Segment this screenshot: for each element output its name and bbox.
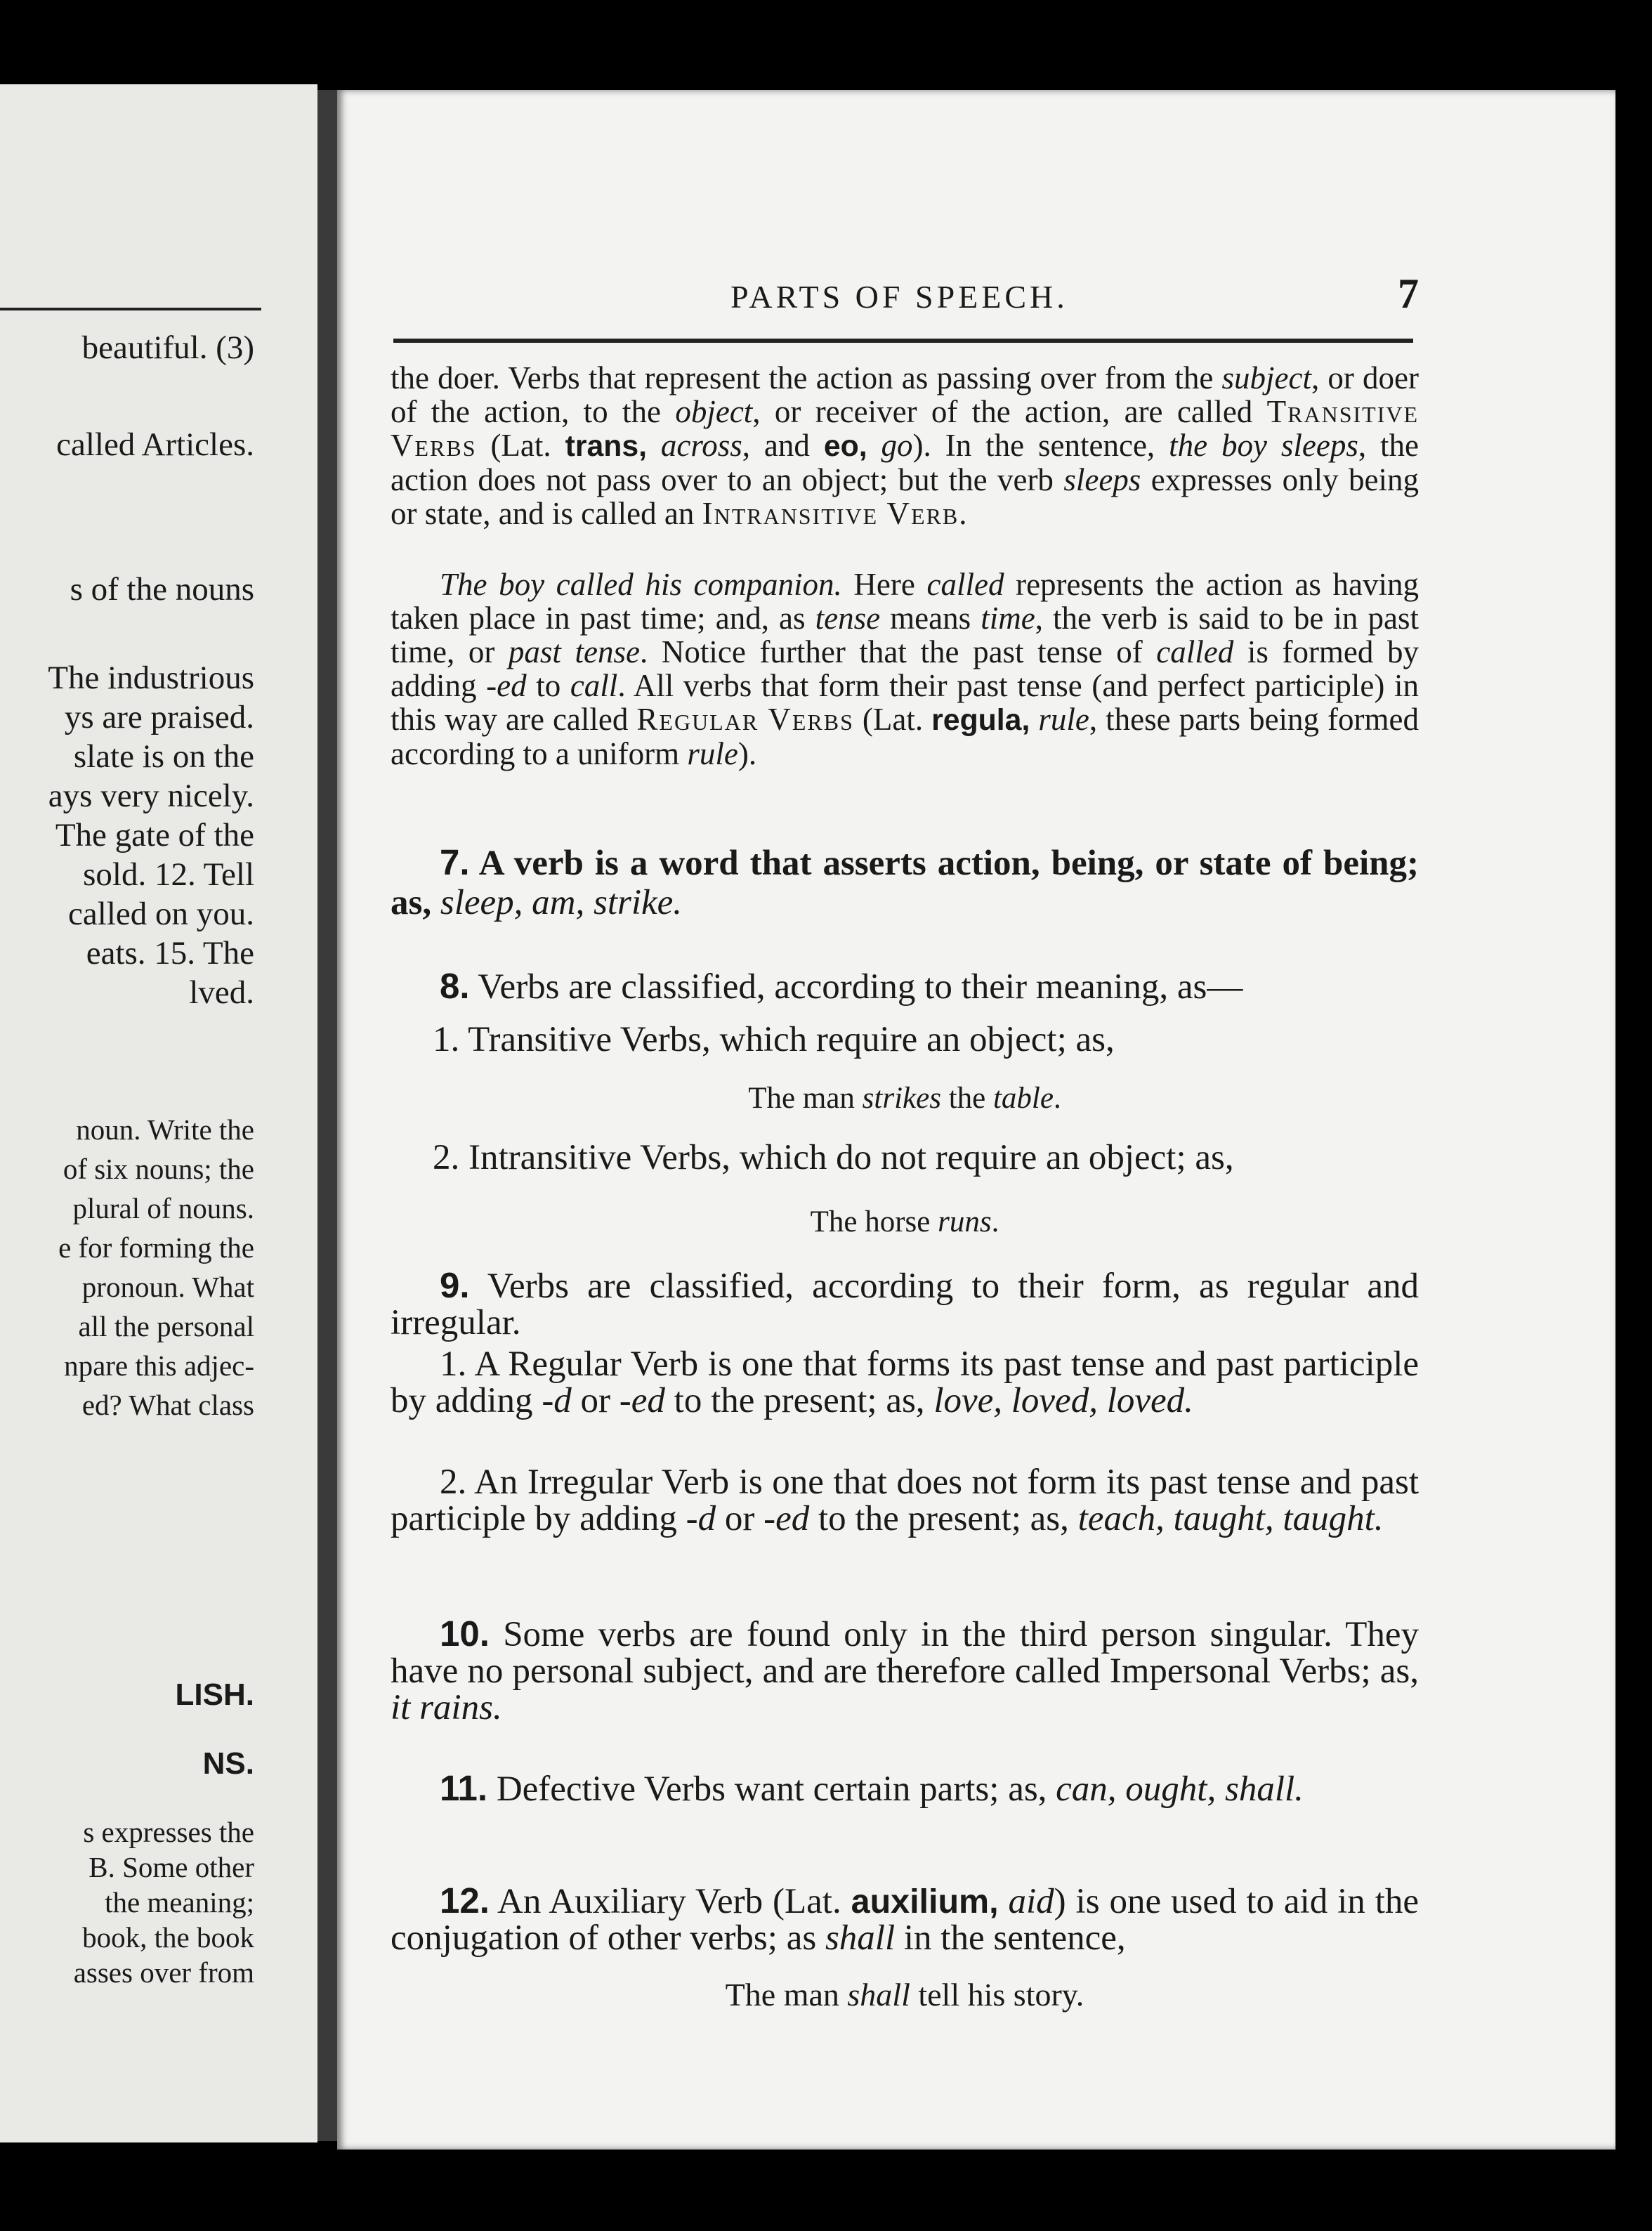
section-number: 7.	[440, 842, 470, 882]
section-number: 10.	[440, 1614, 490, 1654]
latin-word: auxilium,	[851, 1883, 999, 1921]
italic-term: -d	[686, 1499, 716, 1538]
text-run: (Lat.	[853, 702, 932, 737]
italic-example: it rains.	[391, 1688, 502, 1727]
left-page-line: book, the book	[82, 1921, 254, 1954]
left-page-rule	[0, 308, 261, 310]
italic-term: -ed	[486, 668, 527, 703]
left-page-line: called on you.	[68, 896, 254, 932]
latin-word: trans,	[565, 429, 647, 463]
left-page-line: s expresses the	[83, 1816, 254, 1848]
left-page-line: npare this adjec-	[64, 1349, 254, 1382]
italic-term: go	[881, 428, 913, 463]
text-run: , or doer of the action, to the	[391, 360, 1419, 429]
section-number: 9.	[440, 1265, 470, 1305]
italic-term: subject	[1221, 360, 1311, 395]
text-run: expresses only being or state, and is called an	[391, 462, 1419, 531]
text-run: 2. An Irregular Verb is one that does not form its past tense and past participle by adding	[391, 1463, 1419, 1538]
left-page-line: e for forming the	[58, 1231, 254, 1264]
section-number: 11.	[440, 1768, 488, 1808]
text-run: , the action does not pass over to an object; but the verb	[391, 428, 1420, 497]
definition-text: A verb is a word that asserts action, being, or state of being; as,	[391, 844, 1419, 922]
header-rule	[393, 339, 1413, 343]
left-page-line: beautiful. (3)	[81, 329, 254, 366]
left-page-line: s of the nouns	[70, 571, 254, 608]
italic-example: teach, taught, taught.	[1077, 1499, 1384, 1538]
left-page-line: NS.	[202, 1746, 254, 1781]
italic-term: past tense	[508, 634, 640, 669]
italic-term: called	[1156, 634, 1234, 669]
example-intransitive	[391, 1205, 1419, 1239]
left-page-line: ays very nicely.	[48, 778, 254, 814]
latin-word: eo,	[823, 429, 867, 463]
paragraph-regular	[391, 568, 1419, 771]
italic-example: the boy sleeps	[1169, 428, 1358, 463]
text-run: An Auxiliary Verb (Lat.	[489, 1882, 851, 1921]
left-page-line: pronoun. What	[81, 1271, 254, 1303]
section-8-item-2: 2. Intransitive Verbs, which do not require an object; as,	[433, 1138, 1234, 1177]
text-run: the doer. Verbs that represent the action as passing over from the	[391, 360, 1222, 395]
italic-term: -ed	[763, 1499, 810, 1538]
text-run: . All verbs that form their past tense (and perfect participle) in this way are called	[391, 668, 1419, 737]
text-run: in the sentence,	[895, 1918, 1126, 1958]
text-run: to	[526, 668, 570, 703]
text-run: 1. A Regular Verb is one that forms its past tense and past participle by adding	[391, 1345, 1419, 1420]
page-number: 7	[1398, 270, 1419, 317]
paragraph-transitive	[391, 361, 1419, 530]
italic-term: called	[926, 567, 1004, 602]
italic-term: sleeps	[1063, 462, 1141, 497]
italic-example: sleep, am, strike.	[440, 883, 683, 922]
italic-term: shall	[825, 1918, 896, 1958]
section-text: Some verbs are found only in the third person singular. They have no personal subject, and are therefore called Impersonal Verbs; as,	[391, 1615, 1419, 1691]
text-run: , the verb is said to be in past time, or	[391, 601, 1419, 669]
left-page-line: of six nouns; the	[63, 1153, 254, 1185]
text-run: tell his story.	[910, 1977, 1084, 2013]
text-run: . Notice further that the past tense of	[640, 634, 1157, 669]
italic-term: tense	[815, 601, 881, 636]
text-run: , and	[742, 428, 824, 463]
left-page-line: B. Some other	[88, 1851, 254, 1883]
text-run: The man	[748, 1082, 863, 1115]
left-page-line: the meaning;	[105, 1886, 254, 1918]
text-run: , these parts being formed according to a uniform	[391, 702, 1420, 771]
text-run: ).	[738, 736, 757, 771]
left-page-line: called Articles.	[56, 426, 254, 463]
text-run: , or receiver of the action, are called	[752, 394, 1267, 429]
section-12	[391, 1880, 1420, 1958]
text-run: .	[1053, 1082, 1061, 1115]
italic-term: rule	[1038, 702, 1089, 737]
term-intransitive-verb: Intransitive Verb	[702, 496, 959, 531]
section-text: Verbs are classified, according to their meaning, as—	[469, 967, 1243, 1007]
section-11	[391, 1770, 1419, 1807]
italic-term: strikes	[862, 1082, 941, 1115]
italic-term: across	[660, 428, 742, 463]
text-run: is formed by adding	[391, 634, 1419, 703]
text-run: or	[716, 1499, 764, 1538]
left-page-line: noun. Write the	[76, 1113, 254, 1146]
text-run: to the present; as,	[809, 1499, 1078, 1538]
text-run: The horse	[810, 1205, 938, 1238]
italic-example: The boy called his companion.	[440, 567, 842, 602]
section-7	[391, 843, 1419, 922]
italic-example: love, loved, loved.	[933, 1381, 1193, 1420]
italic-term: shall	[847, 1977, 910, 2013]
italic-term: time	[981, 601, 1035, 636]
latin-word: regula,	[931, 703, 1030, 737]
italic-term: runs	[938, 1205, 992, 1238]
text-run: .	[991, 1205, 999, 1238]
left-page-line: The gate of the	[55, 817, 254, 853]
section-number: 8.	[440, 966, 470, 1006]
left-page-line: sold. 12. Tell	[83, 856, 254, 893]
left-page-fragment	[0, 84, 317, 2142]
term-transitive-verbs: Transitive Verbs	[391, 394, 1420, 463]
example-auxiliary	[391, 1975, 1419, 2015]
left-page-line: ed? What class	[81, 1389, 254, 1421]
italic-term: rule	[687, 736, 738, 771]
left-page-line: slate is on the	[73, 738, 254, 775]
section-text: Defective Verbs want certain parts; as,	[487, 1769, 1056, 1809]
section-9	[391, 1267, 1419, 1341]
section-text: Verbs are classified, according to their form, as regular and irregular.	[391, 1267, 1419, 1342]
left-page-line: asses over from	[73, 1956, 254, 1989]
text-run: ) is one used to aid in the conjugation of other verbs; as	[391, 1882, 1420, 1958]
text-run: means	[880, 601, 981, 636]
italic-term: -d	[542, 1381, 572, 1420]
left-page-line: lved.	[189, 974, 254, 1011]
left-page-line: all the personal	[78, 1310, 254, 1342]
text-run: .	[959, 496, 967, 531]
section-10	[391, 1616, 1419, 1726]
section-number: 12.	[440, 1880, 490, 1921]
text-run: ). In the sentence,	[912, 428, 1169, 463]
text-run: The man	[725, 1977, 848, 2013]
text-run: to the present; as,	[664, 1381, 934, 1420]
italic-term: -ed	[619, 1381, 665, 1420]
section-9-item-1	[391, 1346, 1419, 1419]
left-page-line: LISH.	[175, 1677, 254, 1712]
italic-example: can, ought, shall.	[1056, 1769, 1304, 1809]
text-run: or	[571, 1381, 620, 1420]
text-run: Here	[841, 567, 927, 602]
left-page-line: The industrious	[48, 660, 254, 696]
section-8	[391, 967, 1419, 1007]
italic-term: object	[675, 394, 753, 429]
text-run: (Lat.	[476, 428, 565, 463]
running-header: PARTS OF SPEECH.	[730, 279, 1068, 315]
section-9-item-2	[391, 1464, 1419, 1537]
italic-term: aid	[1008, 1882, 1054, 1921]
italic-term: call	[570, 668, 618, 703]
left-page-line: plural of nouns.	[72, 1192, 254, 1224]
left-page-line: ys are praised.	[64, 699, 254, 735]
term-regular-verbs: Regular Verbs	[636, 702, 854, 737]
text-run: the	[940, 1082, 993, 1115]
text-run: represents the action as having taken place in past time; and, as	[391, 567, 1419, 636]
italic-term: table	[992, 1082, 1054, 1115]
example-transitive	[391, 1082, 1419, 1116]
section-8-item-1: 1. Transitive Verbs, which require an object; as,	[433, 1020, 1115, 1059]
left-page-line: eats. 15. The	[86, 935, 254, 971]
